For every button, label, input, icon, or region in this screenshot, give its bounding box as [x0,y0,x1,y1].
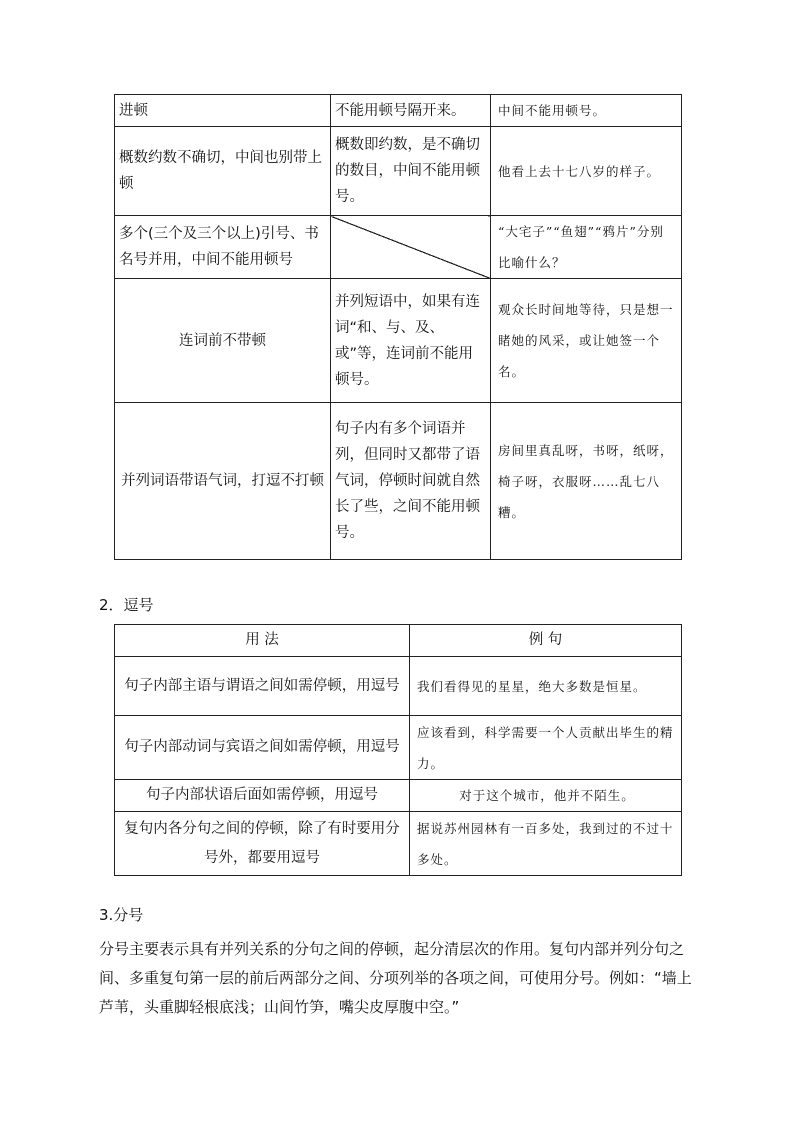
rule-cell: 连词前不带顿 [115,279,331,403]
example-cell: 房间里真乱呀，书呀，纸呀，椅子呀，衣服呀……乱七八糟。 [491,403,682,560]
table-row [115,403,682,560]
dunhao-rules-table [114,94,682,560]
example-cell: 观众长时间地等待，只是想一睹她的风采，或让她签一个名。 [491,279,682,403]
table-header-row [115,625,682,657]
table-row [115,95,682,127]
rule-cell: 并列词语带语气词，打逗不打顿 [115,403,331,560]
table-row [115,780,682,812]
usage-cell: 句子内部动词与宾语之间如需停顿，用逗号 [115,716,410,780]
example-cell: 中间不能用顿号。 [491,95,682,127]
section-heading-douhao: 2．逗号 [99,596,154,614]
rule-cell: 多个(三个及三个以上)引号、书名号并用，中间不能用顿号 [115,216,331,279]
column-header-example: 例 句 [410,625,682,657]
fenhao-paragraph: 分号主要表示具有并列关系的分句之间的停顿，起分清层次的作用。复句内部并列分句之间、多重复句第一层的前后两部分之间、分项列举的各项之间，可使用分号。例如：“墙上芦苇，头重脚轻根底浅；山间竹笋，嘴尖皮厚腹中空。” [99,940,692,1016]
rule-cell: 概数约数不确切，中间也别带上顿 [115,127,331,216]
table-row [115,216,682,279]
explain-cell: 不能用顿号隔开来。 [331,95,491,127]
example-cell: 应该看到，科学需要一个人贡献出毕生的精力。 [410,716,682,780]
usage-cell: 句子内部主语与谓语之间如需停顿，用逗号 [115,657,410,716]
table-row [115,716,682,780]
example-cell: 他看上去十七八岁的样子。 [491,127,682,216]
douhao-usage-table [114,624,682,876]
example-cell: 我们看得见的星星，绝大多数是恒星。 [410,657,682,716]
rule-cell: 进顿 [115,95,331,127]
table-row [115,657,682,716]
explain-cell: 句子内有多个词语并列，但同时又都带了语气词，停顿时间就自然长了些，之间不能用顿号。 [331,403,491,560]
diagonal-empty-cell [331,216,491,279]
section-heading-fenhao: 3.分号 [99,906,144,924]
usage-cell: 句子内部状语后面如需停顿，用逗号 [115,780,410,812]
example-cell: 对于这个城市，他并不陌生。 [410,780,682,812]
table-row [115,812,682,876]
table-row [115,279,682,403]
usage-cell: 复句内各分句之间的停顿，除了有时要用分号外，都要用逗号 [115,812,410,876]
column-header-usage: 用 法 [115,625,410,657]
example-cell: 据说苏州园林有一百多处，我到过的不过十多处。 [410,812,682,876]
explain-cell: 概数即约数，是不确切的数目，中间不能用顿号。 [331,127,491,216]
example-cell: “大宅子”“鱼翅”“鸦片”分别比喻什么？ [491,216,682,279]
explain-cell: 并列短语中，如果有连词“和、与、及、或”等，连词前不能用顿号。 [331,279,491,403]
table-row [115,127,682,216]
